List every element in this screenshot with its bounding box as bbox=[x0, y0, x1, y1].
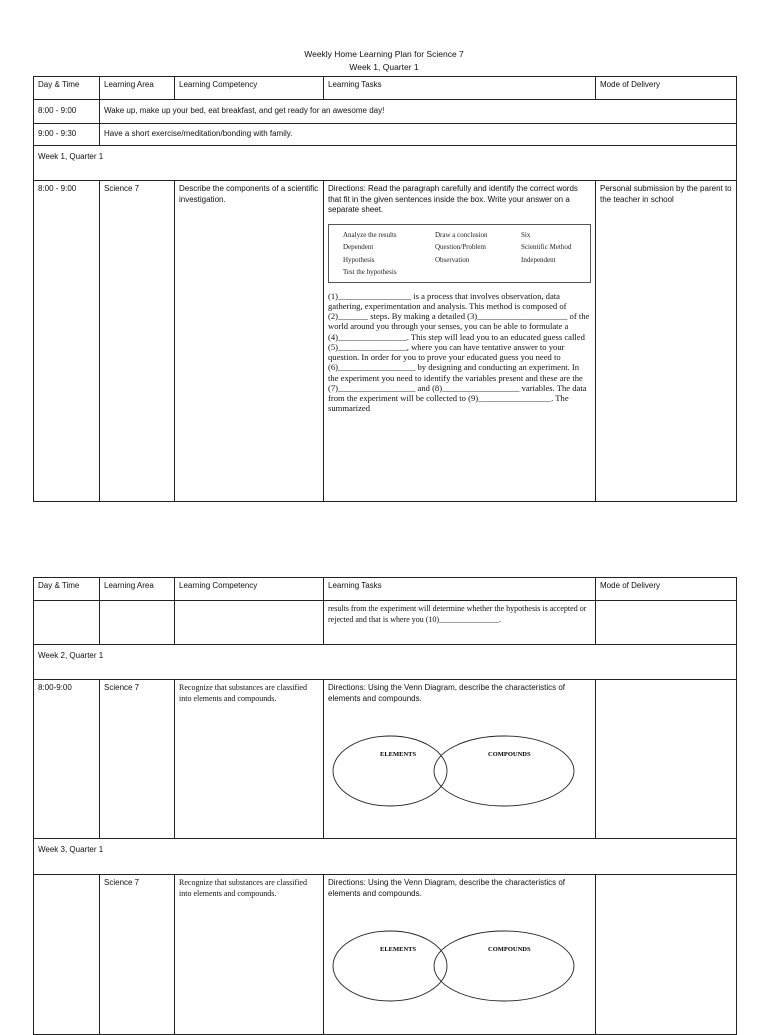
week-label: Week 2, Quarter 1 bbox=[34, 645, 737, 680]
word-bank-item: Test the hypothesis bbox=[343, 268, 397, 277]
week-label: Week 3, Quarter 1 bbox=[34, 839, 737, 875]
task-directions: Directions: Using the Venn Diagram, describe the characteristics of elements and compounds. bbox=[328, 683, 565, 703]
week-row bbox=[34, 839, 737, 875]
header-row bbox=[34, 77, 737, 100]
lesson-competency: Recognize that substances are classified into elements and compounds. bbox=[175, 680, 324, 839]
lesson-tasks bbox=[324, 875, 596, 1035]
venn-circle-elements bbox=[333, 931, 447, 1001]
row-activity: Have a short exercise/meditation/bonding with family. bbox=[100, 124, 737, 146]
week-label: Week 1, Quarter 1 bbox=[34, 146, 737, 181]
week-row bbox=[34, 146, 737, 181]
header-learning-area: Learning Area bbox=[100, 77, 175, 100]
plan-table-page-1 bbox=[33, 76, 737, 502]
lesson-area: Science 7 bbox=[100, 680, 175, 839]
header-learning-tasks: Learning Tasks bbox=[324, 578, 596, 601]
word-bank-item: Independent bbox=[521, 255, 556, 264]
lesson-mode: Personal submission by the parent to the teacher in school bbox=[596, 181, 737, 502]
lesson-area: Science 7 bbox=[100, 181, 175, 502]
row-time: 9:00 - 9:30 bbox=[34, 124, 100, 146]
word-bank-item: Scientific Method bbox=[521, 243, 572, 252]
venn-diagram bbox=[328, 734, 592, 808]
lesson-row bbox=[34, 680, 737, 839]
venn-diagram bbox=[328, 929, 592, 1003]
header-day-time: Day & Time bbox=[34, 77, 100, 100]
venn-circle-elements bbox=[333, 736, 447, 806]
word-bank-item: Analyze the results bbox=[343, 230, 397, 239]
word-bank-box bbox=[328, 224, 591, 283]
venn-label-compounds: COMPOUNDS bbox=[488, 751, 531, 758]
word-bank-item: Hypothesis bbox=[343, 255, 375, 264]
schedule-row bbox=[34, 124, 737, 146]
task-directions: Directions: Read the paragraph carefully and identify the correct words that fit in the given sentences inside the box. Write your answer on a separate sheet. bbox=[328, 184, 578, 214]
row-activity: Wake up, make up your bed, eat breakfast, and get ready for an awesome day! bbox=[100, 100, 737, 124]
word-bank-item: Draw a conclusion bbox=[435, 230, 488, 239]
lesson-tasks bbox=[324, 680, 596, 839]
document-subtitle: Week 1, Quarter 1 bbox=[349, 62, 419, 72]
lesson-time: 8:00 - 9:00 bbox=[34, 181, 100, 502]
header-learning-tasks: Learning Tasks bbox=[324, 77, 596, 100]
week-row bbox=[34, 645, 737, 680]
lesson-row bbox=[34, 181, 737, 502]
schedule-row bbox=[34, 100, 737, 124]
header-learning-area: Learning Area bbox=[100, 578, 175, 601]
venn-circle-compounds bbox=[434, 931, 574, 1001]
document-title: Weekly Home Learning Plan for Science 7 bbox=[304, 49, 464, 59]
header-mode-of-delivery: Mode of Delivery bbox=[596, 77, 737, 100]
lesson-competency: Describe the components of a scientific investigation. bbox=[175, 181, 324, 502]
word-bank-item: Dependent bbox=[343, 243, 374, 252]
venn-label-elements: ELEMENTS bbox=[380, 946, 417, 953]
venn-label-elements: ELEMENTS bbox=[380, 751, 417, 758]
continuation-row bbox=[34, 601, 737, 645]
word-bank-item: Question/Problem bbox=[435, 243, 486, 252]
header-learning-competency: Learning Competency bbox=[175, 578, 324, 601]
plan-table-page-2 bbox=[33, 577, 737, 1035]
continuation-text: results from the experiment will determine whether the hypothesis is accepted or rejected and that is where you (10)_______________. bbox=[324, 601, 596, 645]
header-mode-of-delivery: Mode of Delivery bbox=[596, 578, 737, 601]
header-day-time: Day & Time bbox=[34, 578, 100, 601]
lesson-area: Science 7 bbox=[100, 875, 175, 1035]
word-bank-item: Six bbox=[521, 230, 531, 239]
lesson-time: 8:00-9:00 bbox=[34, 680, 100, 839]
lesson-competency: Recognize that substances are classified into elements and compounds. bbox=[175, 875, 324, 1035]
fill-in-paragraph: (1)_________________ is a process that involves observation, data gathering, experimentation and analysis. This method is composed of (2)_______ steps. By making a detailed (3)_____________________ of the world around you through your senses, you can be able to formulate a (4)________________. This step will lead you to an educated guess called (5)________________, where you can have tentative answer to your question. In order for you to prove your educated guess you need to (6)__________________ by designing and conducting an experiment. In the experiment you need to identify the variables present and these are the (7)__________________ and (8)__________________ variables. The data from the experiment will be collected to (9)_________________. The summarized bbox=[328, 290, 590, 414]
venn-label-compounds: COMPOUNDS bbox=[488, 946, 531, 953]
header-row bbox=[34, 578, 737, 601]
row-time: 8:00 - 9:00 bbox=[34, 100, 100, 124]
word-bank-item: Observation bbox=[435, 255, 470, 264]
venn-circle-compounds bbox=[434, 736, 574, 806]
lesson-tasks bbox=[324, 181, 596, 502]
lesson-row bbox=[34, 875, 737, 1035]
task-directions: Directions: Using the Venn Diagram, describe the characteristics of elements and compounds. bbox=[328, 878, 565, 898]
header-learning-competency: Learning Competency bbox=[175, 77, 324, 100]
